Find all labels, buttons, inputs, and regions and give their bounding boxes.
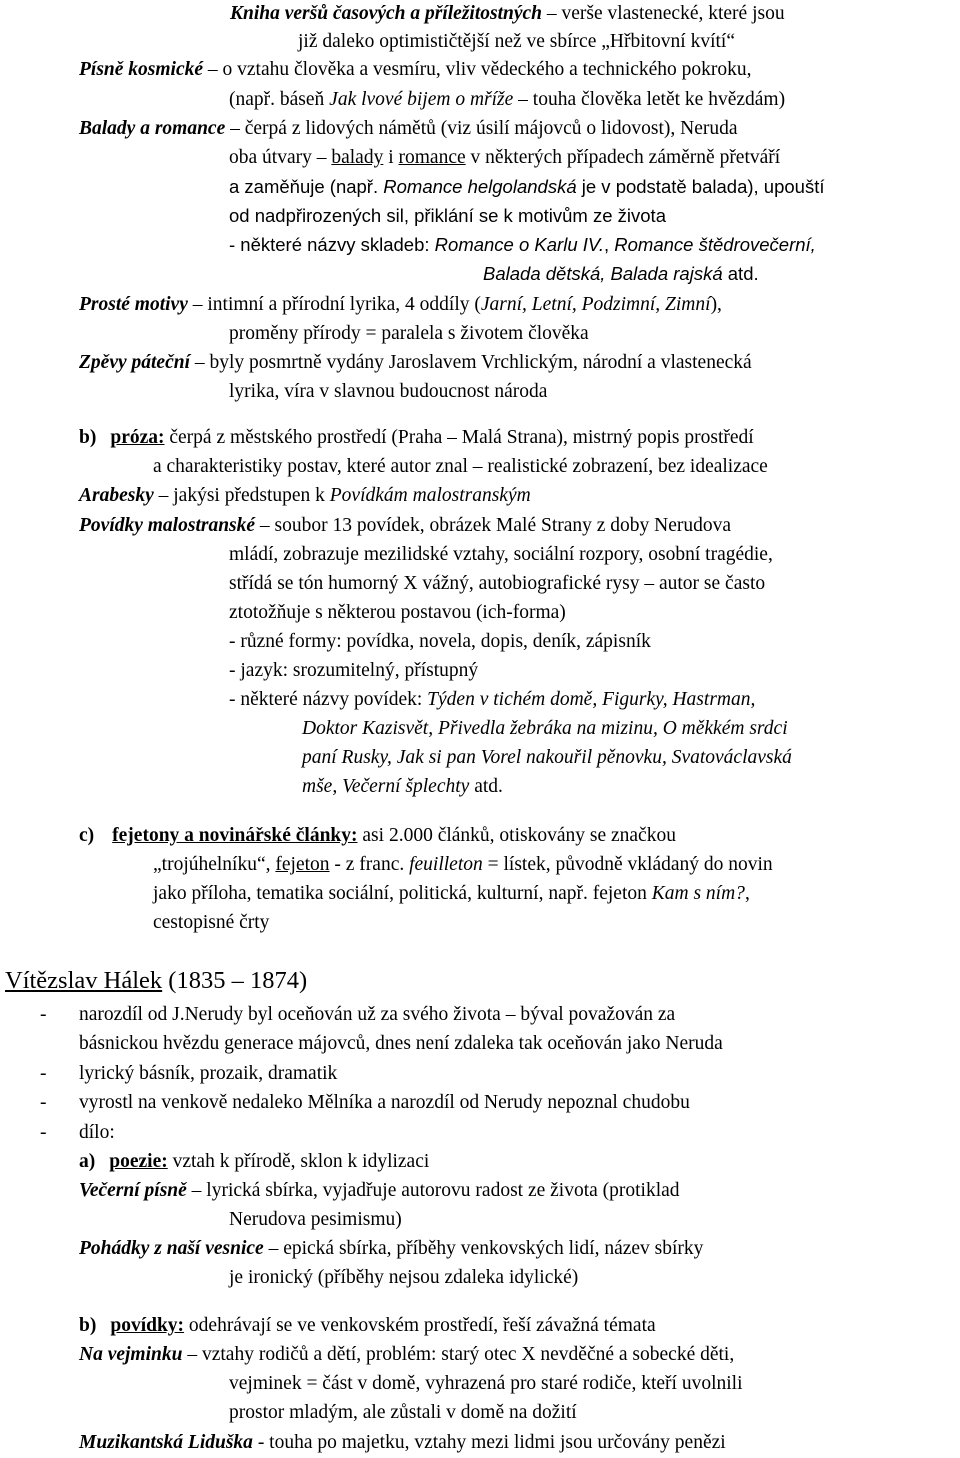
- author-years: (1835 – 1874): [162, 967, 308, 994]
- vejminek-line-1: [79, 1340, 734, 1369]
- vecerni-line-2: Nerudova pesimismu): [229, 1209, 402, 1230]
- zpevy-line-2: lyrika, víra v slavnou budoucnost národa: [229, 381, 548, 402]
- helgoland-title: Romance helgolandská: [383, 176, 577, 197]
- fejetony-desc1: asi 2.000 článků, otiskovány se značkou: [357, 825, 676, 846]
- balady-desc3a: a zaměňuje (např.: [229, 176, 384, 197]
- pisne-line-2: [229, 85, 785, 114]
- fejetony-line-2: [153, 850, 773, 879]
- zpevy-line-1: [79, 348, 752, 377]
- fejetony-line-1: [79, 821, 676, 850]
- proste-seasons: Jarní, Letní, Podzimní, Zimní: [480, 294, 711, 315]
- balady-desc3c: je v podstatě balada), upouští: [576, 176, 825, 197]
- proste-desc1c: ),: [710, 294, 722, 315]
- povidky-line-7: [229, 685, 755, 714]
- proza-label: próza:: [110, 427, 165, 448]
- povidky-desc7a: - některé názvy povídek:: [229, 689, 428, 710]
- vecerni-line-1: [79, 1176, 680, 1205]
- list-marker-b: b): [79, 427, 97, 448]
- stedrovecerni-title: Romance štědrovečerní,: [614, 234, 816, 255]
- list-marker-a: a): [79, 1151, 96, 1172]
- halek-povidky-line: [79, 1311, 656, 1340]
- pisne-title: Písně kosmické: [79, 59, 204, 80]
- bullet-dash-2: -: [40, 1063, 47, 1084]
- fejetony-line-3: [153, 879, 750, 908]
- pohadky-title: Pohádky z naší vesnice: [79, 1238, 264, 1259]
- balady-desc5a: - některé názvy skladeb:: [229, 234, 435, 255]
- balady-line-3: [229, 172, 825, 201]
- bullet-dash-3: -: [40, 1092, 47, 1113]
- balady-line-6: [483, 259, 759, 288]
- feuilleton-term: feuilleton: [409, 854, 483, 875]
- povidky-line-5: - různé formy: povídka, novela, dopis, deník, zápisník: [229, 631, 651, 652]
- fejetony-desc3a: jako příloha, tematika sociální, politická, kulturní, např. fejeton: [153, 883, 652, 904]
- fejetony-desc2c: - z franc.: [329, 854, 410, 875]
- fejetony-line-4: cestopisné črty: [153, 912, 270, 933]
- poezie-label: poezie:: [109, 1151, 168, 1172]
- proste-title: Prosté motivy: [79, 294, 188, 315]
- halek-povidky-desc: odehrávají se ve venkovském prostředí, řeší závažná témata: [184, 1315, 656, 1336]
- arabesky-title: Arabesky: [79, 485, 154, 506]
- author-name: Vítězslav Hálek: [5, 967, 163, 994]
- balady-line-4: od nadpřirozených sil, přiklání se k motivům ze života: [229, 205, 666, 226]
- fejetony-label: fejetony a novinářské články:: [112, 825, 358, 846]
- halek-bullet-1b: básnickou hvězdu generace májovců, dnes není zdaleka tak oceňován jako Neruda: [79, 1033, 723, 1054]
- povidky-atd: atd.: [469, 776, 503, 797]
- halek-bullet-1a: narozdíl od J.Nerudy byl oceňován už za svého života – býval považován za: [79, 1004, 676, 1025]
- halek-bullet-3: vyrostl na venkově nedaleko Mělníka a narozdíl od Nerudy nepoznal chudobu: [79, 1092, 690, 1113]
- kniha-title: Kniha veršů časových a příležitostných: [230, 3, 543, 24]
- balady-term: balady: [331, 147, 384, 168]
- povidky-line-9: paní Rusky, Jak si pan Vorel nakouřil pěnovku, Svatováclavská: [302, 747, 792, 768]
- pohadky-line-2: je ironický (příběhy nejsou zdaleka idylické): [229, 1267, 579, 1288]
- lidusa-desc: - touha po majetku, vztahy mezi lidmi jsou určovány penězi: [252, 1432, 726, 1453]
- vejminek-line-2: vejminek = část v domě, vyhrazená pro staré rodiče, kteří uvolnili: [229, 1373, 743, 1394]
- balady-atd: atd.: [722, 263, 759, 284]
- bullet-dash-1: -: [40, 1004, 47, 1025]
- pisne-poem-title: Jak lvové bijem o mříže: [329, 89, 514, 110]
- list-marker-b2: b): [79, 1315, 97, 1336]
- pohadky-line-1: [79, 1234, 703, 1263]
- romance-term: romance: [398, 147, 466, 168]
- halek-heading: [5, 964, 307, 998]
- kam-s-nim-title: Kam s ním?: [651, 883, 745, 904]
- poezie-line: [79, 1147, 429, 1176]
- halek-bullet-2: lyrický básník, prozaik, dramatik: [79, 1063, 338, 1084]
- proza-line-1: [79, 423, 754, 452]
- pisne-desc2c: – touha člověka letět ke hvězdám): [513, 89, 786, 110]
- arabesky-desc: – jakýsi předstupen k: [153, 485, 330, 506]
- povidky-title: Povídky malostranské: [79, 515, 256, 536]
- povidky-line-3: střídá se tón humorný X vážný, autobiografické rysy – autor se často: [229, 573, 766, 594]
- povidky-line-10: [302, 772, 503, 801]
- fejetony-desc3c: ,: [744, 883, 750, 904]
- povidky-desc1: – soubor 13 povídek, obrázek Malé Strany z doby Nerudova: [255, 515, 732, 536]
- povidky-titles-4: mše, Večerní šplechty: [302, 776, 470, 797]
- list-marker-c: c): [79, 825, 95, 846]
- lidusa-line: [79, 1428, 726, 1457]
- proza-line-2: a charakteristiky postav, které autor znal – realistické zobrazení, bez idealizace: [153, 456, 768, 477]
- balady-line-1: [79, 114, 738, 143]
- vecerni-title: Večerní písně: [79, 1180, 187, 1201]
- povidky-line-1: [79, 511, 731, 540]
- proste-desc1a: – intimní a přírodní lyrika, 4 oddíly (: [187, 294, 481, 315]
- kniha-desc: – verše vlastenecké, které jsou: [542, 3, 785, 24]
- zpevy-title: Zpěvy páteční: [79, 352, 190, 373]
- halek-bullet-4: dílo:: [79, 1122, 115, 1143]
- zpevy-desc1: – byly posmrtně vydány Jaroslavem Vrchlickým, národní a vlastenecká: [190, 352, 752, 373]
- povidky-line-6: - jazyk: srozumitelný, přístupný: [229, 660, 479, 681]
- proste-line-1: [79, 290, 722, 319]
- vejminek-desc1: – vztahy rodičů a dětí, problém: starý otec X nevděčné a sobecké děti,: [182, 1344, 735, 1365]
- balady-line-5: [229, 230, 816, 259]
- balady-desc1: – čerpá z lidových námětů (viz úsilí májovců o lidovost), Neruda: [225, 118, 738, 139]
- balady-desc5c: ,: [604, 234, 615, 255]
- lidusa-title: Muzikantská Liduška: [79, 1432, 253, 1453]
- kniha-line-2: již daleko optimističtější než ve sbírce „Hřbitovní kvítí“: [298, 31, 736, 52]
- povidky-line-8: Doktor Kazisvět, Přivedla žebráka na mizinu, O měkkém srdci: [302, 718, 788, 739]
- povidky-line-2: mládí, zobrazuje mezilidské vztahy, sociální rozpory, osobní tragédie,: [229, 544, 773, 565]
- pisne-desc: – o vztahu člověka a vesmíru, vliv vědeckého a technického pokroku,: [203, 59, 752, 80]
- pisne-line-1: [79, 55, 752, 84]
- karel-title: Romance o Karlu IV.: [434, 234, 604, 255]
- fejetony-desc2a: „trojúhelníku“,: [153, 854, 276, 875]
- vecerni-desc1: – lyrická sbírka, vyjadřuje autorovu radost ze života (protiklad: [186, 1180, 680, 1201]
- proste-line-2: proměny přírody = paralela s životem člověka: [229, 323, 589, 344]
- kniha-line-1: [230, 0, 785, 28]
- balady-line-2: [229, 143, 780, 172]
- pisne-desc2a: (např. báseň: [229, 89, 330, 110]
- balady-desc2a: oba útvary –: [229, 147, 332, 168]
- vejminek-line-3: prostor mladým, ale zůstali v domě na dožití: [229, 1402, 577, 1423]
- fejetony-desc2e: = lístek, původně vkládaný do novin: [482, 854, 773, 875]
- arabesky-line: [79, 481, 531, 510]
- proza-desc1: čerpá z městského prostředí (Praha – Malá Strana), mistrný popis prostředí: [164, 427, 754, 448]
- povidky-titles-1: Týden v tichém domě, Figurky, Hastrman,: [427, 689, 756, 710]
- halek-povidky-label: povídky:: [110, 1315, 185, 1336]
- balady-desc2c: i: [383, 147, 399, 168]
- balady-title: Balady a romance: [79, 118, 226, 139]
- povidky-line-4: ztotožňuje s některou postavou (ich-forma): [229, 602, 566, 623]
- vejminek-title: Na vejminku: [79, 1344, 183, 1365]
- balady-titles: Balada dětská, Balada rajská: [483, 263, 723, 284]
- balady-desc2e: v některých případech záměrně přetváří: [465, 147, 781, 168]
- arabesky-ref: Povídkám malostranským: [329, 485, 531, 506]
- pohadky-desc1: – epická sbírka, příběhy venkovských lidí, název sbírky: [263, 1238, 704, 1259]
- fejeton-term: fejeton: [275, 854, 330, 875]
- poezie-desc: vztah k přírodě, sklon k idylizaci: [167, 1151, 430, 1172]
- bullet-dash-4: -: [40, 1122, 47, 1143]
